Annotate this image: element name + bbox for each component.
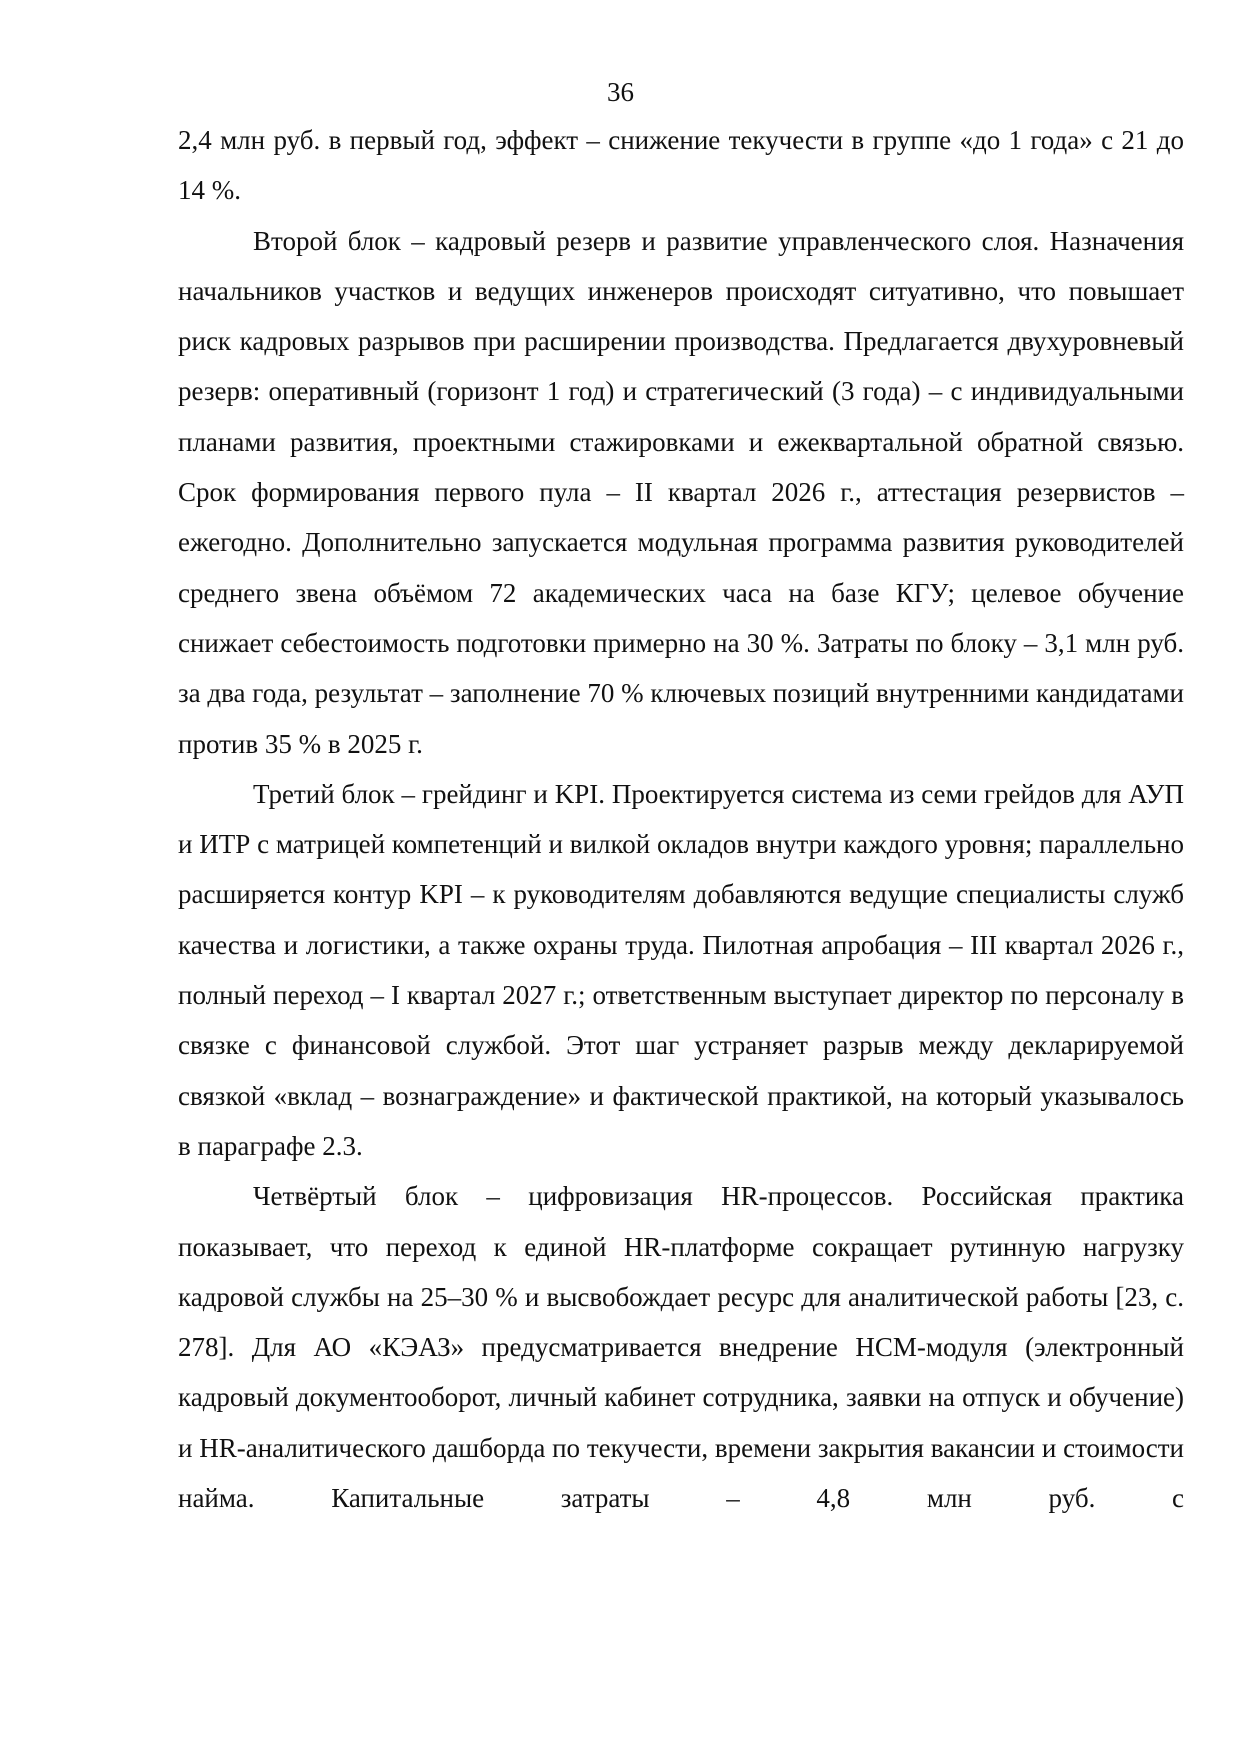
paragraph-fourth-block: Четвёртый блок – цифровизация HR-процессов. Российская практика показывает, что переход к единой HR-платформе сокращает рутинную нагрузку кадровой службы на 25–30 % и высвобождает ресурс для аналитической работы [23, с. 278]. Для АО «КЭАЗ» предусматривается внедрение HCM-модуля (электронный кадровый документооборот, личный кабинет сотрудника, заявки на отпуск и обучение) и HR-аналитического дашборда по текучести, времени закрытия вакансии и стоимости найма. Капитальные затраты – 4,8 млн руб. с [178,1181,1184,1514]
paragraph-continuation: 2,4 млн руб. в первый год, эффект – снижение текучести в группе «до 1 года» с 21 до 14 %. [178,125,1184,206]
paragraph-third-block: Третий блок – грейдинг и KPI. Проектируется система из семи грейдов для АУП и ИТР с матрицей компетенций и вилкой окладов внутри каждого уровня; параллельно расширяется контур KPI – к руководителям добавляются ведущие специалисты служб качества и логистики, а также охраны труда. Пилотная апробация – III квартал 2026 г., полный переход – I квартал 2027 г.; ответственным выступает директор по персоналу в связке с финансовой службой. Этот шаг устраняет разрыв между декларируемой связкой «вклад – вознаграждение» и фактической практикой, на который указывалось в параграфе 2.3. [178,778,1184,1161]
body-text [178,115,1184,1523]
paragraph-second-block: Второй блок – кадровый резерв и развитие управленческого слоя. Назначения начальников участков и ведущих инженеров происходят ситуативно, что повышает риск кадровых разрывов при расширении производства. Предлагается двухуровневый резерв: оперативный (горизонт 1 год) и стратегический (3 года) – с индивидуальными планами развития, проектными стажировками и ежеквартальной обратной связью. Срок формирования первого пула – II квартал 2026 г., аттестация резервистов – ежегодно. Дополнительно запускается модульная программа развития руководителей среднего звена объёмом 72 академических часа на базе КГУ; целевое обучение снижает себестоимость подготовки примерно на 30 %. Затраты по блоку – 3,1 млн руб. за два года, результат – заполнение 70 % ключевых позиций внутренними кандидатами против 35 % в 2025 г. [178,225,1184,759]
page-number: 36 [607,77,634,107]
